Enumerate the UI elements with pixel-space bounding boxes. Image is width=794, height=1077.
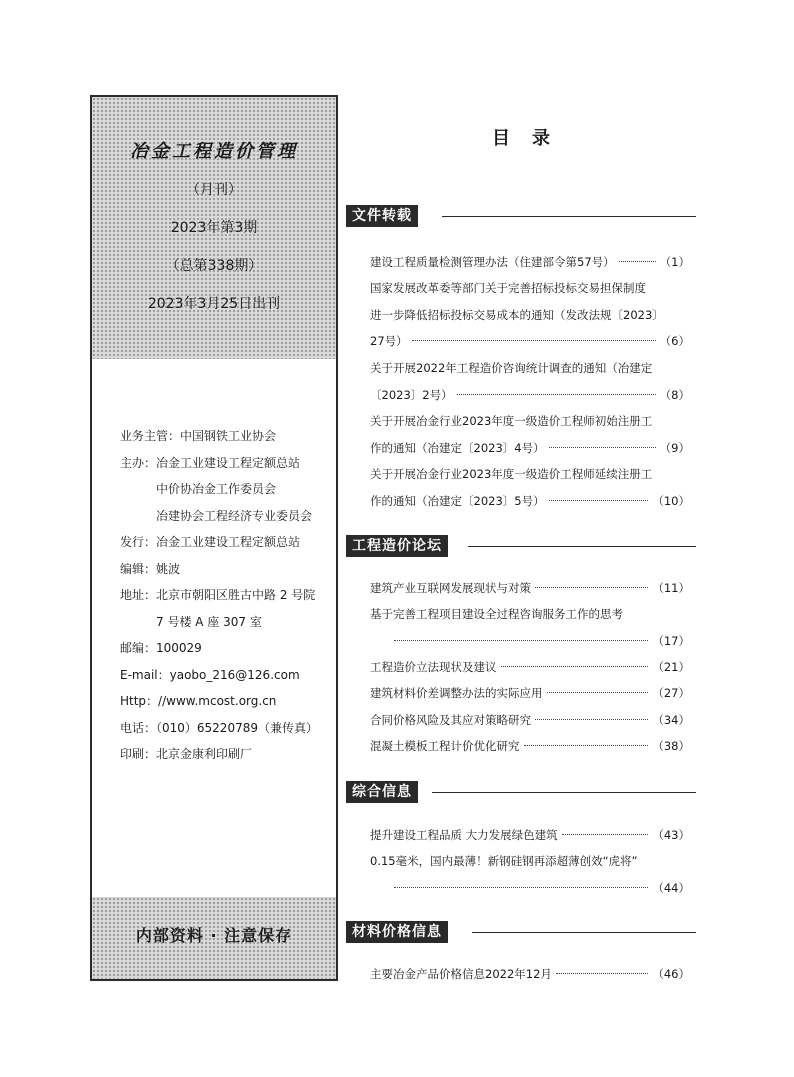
section-title: 材料价格信息 <box>346 921 448 943</box>
dot-leader <box>556 973 648 974</box>
toc-entry-title: 合同价格风险及其应对策略研究 <box>370 713 531 727</box>
toc-section-header <box>346 535 696 557</box>
toc-entry-title: 27号） <box>370 334 408 348</box>
sponsor-line: 冶建协会工程经济专业委员会 <box>156 508 313 523</box>
toc-section-header <box>346 205 696 227</box>
toc-page-number: （11） <box>652 581 690 595</box>
toc-entry-title: 关于开展2022年工程造价咨询统计调查的通知（冶建定 <box>370 361 653 375</box>
sponsor-line: 中价协冶金工作委员会 <box>156 482 277 496</box>
toc-entry-title: 建筑产业互联网发展现状与对策 <box>370 581 531 595</box>
toc-page-number: （34） <box>652 713 690 727</box>
frequency-label: （月刊） <box>186 182 242 198</box>
publisher-info <box>120 423 318 768</box>
toc-entry[interactable] <box>370 601 690 654</box>
toc-entry-title: 关于开展冶金行业2023年度一级造价工程师延续注册工 <box>370 467 653 481</box>
toc-page-number: （27） <box>652 686 690 700</box>
toc-page-number: （8） <box>659 387 690 402</box>
masthead-panel <box>90 95 338 981</box>
editor-line: 编辑：姚波 <box>120 561 181 576</box>
issue-number: 2023年第3期 <box>170 220 258 236</box>
notice-block <box>92 897 336 979</box>
toc-page-number: （38） <box>652 739 690 753</box>
toc-page-number: （9） <box>659 440 690 455</box>
toc-page-number: （44） <box>652 880 690 895</box>
website-line: Http：//www.mcost.org.cn <box>120 694 277 708</box>
toc-entry-title: 〔2023〕2号） <box>370 387 453 402</box>
dot-leader <box>547 692 649 693</box>
dot-leader <box>457 394 656 395</box>
sponsor-line: 主办：冶金工业建设工程定额总站 <box>120 455 301 470</box>
toc-entry-title: 作的通知（冶建定〔2023〕4号） <box>370 440 545 455</box>
masthead-cover-block <box>92 97 336 359</box>
toc-page-number: （21） <box>652 660 690 674</box>
section-title: 工程造价论坛 <box>346 535 448 557</box>
toc-entry-title: 基于完善工程项目建设全过程咨询服务工作的思考 <box>370 607 623 621</box>
section-rule <box>442 216 696 217</box>
toc-page-number: （6） <box>659 334 690 348</box>
toc-entry-title: 建设工程质量检测管理办法（住建部令第57号） <box>370 255 615 269</box>
dot-leader <box>549 500 649 501</box>
dot-leader <box>412 340 656 341</box>
phone-line: 电话：（010）65220789（兼传真） <box>120 720 318 735</box>
postcode-line: 邮编：100029 <box>120 641 202 655</box>
dot-leader <box>535 587 648 588</box>
toc-entry[interactable] <box>370 461 690 514</box>
toc-page-number: （10） <box>652 493 690 508</box>
toc-page-number: （17） <box>652 633 690 648</box>
dot-leader <box>535 719 648 720</box>
total-issue-number: （总第338期） <box>165 258 263 274</box>
dot-leader <box>562 834 649 835</box>
email-line: E-mail：yaobo_216@126.com <box>120 667 300 682</box>
address-line: 7 号楼 A 座 307 室 <box>156 614 262 629</box>
supervisor-line: 业务主管：中国钢铁工业协会 <box>120 429 277 443</box>
toc-entry-title: 关于开展冶金行业2023年度一级造价工程师初始注册工 <box>370 414 653 428</box>
toc-entry-title: 作的通知（冶建定〔2023〕5号） <box>370 493 545 508</box>
publication-date: 2023年3月25日出刊 <box>147 296 281 312</box>
toc-entry-title: 进一步降低招标投标交易成本的通知（发改法规〔2023〕 <box>370 307 664 322</box>
toc-page-number: （43） <box>652 828 690 842</box>
toc-entry[interactable] <box>370 680 690 707</box>
section-title: 综合信息 <box>346 781 418 803</box>
toc-entry[interactable] <box>370 848 690 901</box>
toc-entry[interactable] <box>370 575 690 602</box>
section-title: 文件转载 <box>346 205 418 227</box>
dot-leader <box>619 261 656 262</box>
section-rule <box>432 792 696 793</box>
toc-entry[interactable] <box>370 822 690 849</box>
toc-entry-title: 主要冶金产品价格信息2022年12月 <box>370 967 552 981</box>
toc-title: 目录 <box>492 128 572 149</box>
toc-entry-title: 国家发展改革委等部门关于完善招标投标交易担保制度 <box>370 281 646 295</box>
toc-entry[interactable] <box>370 408 690 461</box>
magazine-title: 冶金工程造价管理 <box>130 141 298 162</box>
toc-entry-title: 工程造价立法现状及建议 <box>370 660 497 674</box>
toc-entry-title: 建筑材料价差调整办法的实际应用 <box>370 686 543 700</box>
dot-leader <box>524 745 649 746</box>
toc-entry[interactable] <box>370 654 690 681</box>
toc-entry-title: 0.15毫米，国内最薄！新钢硅钢再添超薄创效“虎将” <box>370 854 638 868</box>
toc-entry[interactable] <box>370 733 690 760</box>
internal-notice: 内部资料 · 注意保存 <box>135 926 293 945</box>
toc-entry[interactable] <box>370 707 690 734</box>
toc-entry[interactable] <box>370 249 690 276</box>
address-line: 地址：北京市朝阳区胜古中路 2 号院 <box>120 588 316 602</box>
toc-entry-title: 混凝土模板工程计价优化研究 <box>370 739 520 753</box>
section-rule <box>472 932 696 933</box>
toc-entry[interactable] <box>370 961 690 988</box>
toc-section-header <box>346 781 696 803</box>
printer-line: 印刷：北京金康利印刷厂 <box>120 747 253 761</box>
distributor-line: 发行：冶金工业建设工程定额总站 <box>120 535 301 549</box>
section-rule <box>468 546 696 547</box>
toc-entry-title: 提升建设工程品质 大力发展绿色建筑 <box>370 828 558 842</box>
toc-page-number: （46） <box>652 967 690 981</box>
dot-leader <box>394 640 648 641</box>
toc-section-header <box>346 921 696 943</box>
toc-entry[interactable] <box>370 275 690 355</box>
toc-entry[interactable] <box>370 355 690 408</box>
toc-page-number: （1） <box>659 255 690 269</box>
dot-leader <box>501 666 649 667</box>
dot-leader <box>394 887 648 888</box>
dot-leader <box>549 447 656 448</box>
